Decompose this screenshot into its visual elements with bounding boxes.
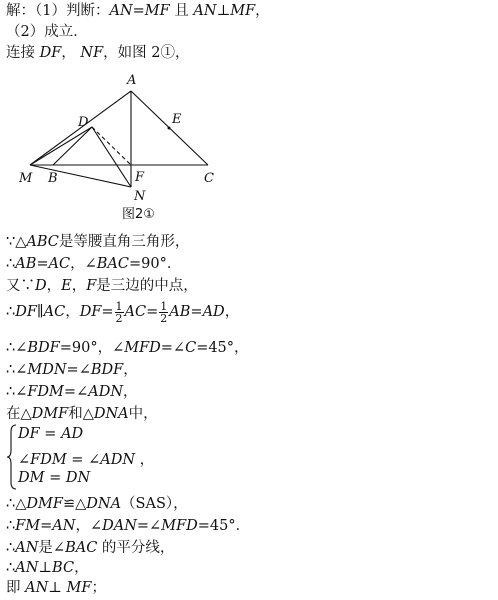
- label-n: N: [134, 189, 146, 204]
- edge-df-dashed: [92, 127, 131, 165]
- part1-prefix: 解：（1）判断：: [6, 3, 110, 19]
- proof-line-7: [6, 382, 138, 402]
- denominator: 2: [115, 311, 123, 325]
- text: ⊥: [38, 560, 53, 576]
- text: =∠: [136, 518, 162, 534]
- math: DN: [65, 470, 91, 486]
- text: ∴: [6, 560, 16, 576]
- math: DF: [18, 426, 40, 442]
- proof-line-5: [6, 338, 249, 358]
- math: DM: [18, 470, 45, 486]
- text: ∴∠: [6, 362, 28, 378]
- math: ABC: [26, 234, 59, 250]
- math: MDN: [27, 362, 67, 378]
- math: FM=AN: [15, 518, 76, 534]
- segment-nf: NF: [80, 45, 104, 61]
- math: BDF: [27, 340, 60, 356]
- text: = ∠: [66, 452, 101, 468]
- math: MFD: [161, 518, 198, 534]
- math: D: [35, 278, 47, 294]
- text: ∴: [6, 256, 16, 272]
- text: =∠: [63, 384, 89, 400]
- text: =90°，∠: [59, 340, 125, 356]
- text: ⊥: [48, 580, 67, 596]
- math: AB=AC: [15, 256, 71, 272]
- text: 是∠: [38, 540, 66, 556]
- fraction-half-2: [159, 301, 168, 324]
- math: BDF: [90, 362, 124, 378]
- proof-line-4: [6, 300, 239, 324]
- math: BAC: [65, 540, 98, 556]
- math: F: [86, 278, 97, 294]
- text: ，: [65, 304, 80, 320]
- proof-line-8: [6, 404, 158, 424]
- geometry-figure: [0, 60, 260, 230]
- text: =: [44, 470, 66, 486]
- proof-line-1: [6, 232, 189, 252]
- text: 和△: [68, 406, 94, 422]
- figure-caption: 图2①: [122, 207, 155, 222]
- math: AB: [169, 304, 191, 320]
- part1-and: 且: [174, 3, 189, 19]
- connect-figure-ref: ，如图 2①，: [103, 45, 190, 61]
- text: ∴: [6, 540, 16, 556]
- system-brace: [6, 424, 18, 490]
- text: =∠: [160, 340, 186, 356]
- edge-db: [53, 127, 92, 165]
- text: ，: [224, 304, 240, 320]
- text: ，: [46, 278, 62, 294]
- system-row-2: [18, 448, 154, 469]
- text: 在△: [6, 406, 32, 422]
- label-a: A: [127, 73, 137, 88]
- proof-line-9: [6, 494, 188, 514]
- fraction-half-1: [115, 301, 124, 324]
- math: E: [61, 278, 72, 294]
- proof-line-2: [6, 254, 181, 274]
- part1-an: AN: [193, 3, 217, 19]
- math: AC: [124, 304, 147, 320]
- math: AN: [15, 560, 39, 576]
- text: =: [146, 304, 159, 320]
- system-row-1: [18, 426, 83, 442]
- math: MF: [66, 580, 92, 596]
- numerator: 1: [160, 299, 168, 313]
- part1-eq1: AN=MF: [109, 3, 170, 19]
- text: =: [190, 304, 203, 320]
- segment-df: DF: [39, 45, 62, 61]
- text: （SAS），: [121, 496, 188, 512]
- proof-line-12: [6, 558, 89, 578]
- text: ∴∠: [6, 384, 28, 400]
- label-m: M: [19, 171, 33, 186]
- text: ，: [123, 362, 138, 378]
- text: 即: [6, 580, 26, 596]
- math: ADN: [100, 452, 136, 468]
- proof-line-13: [6, 578, 106, 598]
- text: ≌△: [62, 496, 87, 512]
- label-e: E: [172, 112, 182, 127]
- math: DF: [79, 304, 102, 320]
- math: ADN: [88, 384, 124, 400]
- proof-line-10: [6, 516, 250, 536]
- math: DMF: [31, 406, 69, 422]
- math: AN: [15, 540, 39, 556]
- label-b: B: [48, 171, 58, 186]
- math: MFD: [124, 340, 161, 356]
- text: 中，: [128, 406, 158, 422]
- connect-sep: ，: [61, 45, 76, 61]
- edge-mn: [30, 165, 131, 187]
- text: ，: [123, 384, 138, 400]
- math: AD: [202, 304, 225, 320]
- text: ∴: [6, 304, 16, 320]
- text: ∥: [36, 304, 44, 320]
- text: ，: [135, 452, 155, 468]
- math: FDM: [30, 452, 67, 468]
- label-c: C: [204, 171, 214, 186]
- math: C: [185, 340, 197, 356]
- math: BAC: [96, 256, 129, 272]
- math: BC: [52, 560, 75, 576]
- part1-mf: MF: [230, 3, 256, 19]
- text: =∠: [66, 362, 91, 378]
- denominator: 2: [160, 311, 168, 325]
- math: DNA: [93, 406, 129, 422]
- text: =: [101, 304, 114, 320]
- text: =45°，: [196, 340, 249, 356]
- text: 又∵: [6, 278, 35, 294]
- text: ；: [91, 580, 106, 596]
- text: =: [39, 426, 62, 442]
- text: ∴∠: [6, 340, 28, 356]
- answer-part2-line: （2）成立．: [6, 24, 88, 40]
- text: ∴△: [6, 496, 27, 512]
- math: DNA: [86, 496, 122, 512]
- text: 是等腰直角三角形，: [58, 234, 190, 250]
- math: FDM: [27, 384, 64, 400]
- math: DF: [15, 304, 37, 320]
- label-f: F: [135, 170, 145, 185]
- edge-dm: [30, 127, 92, 165]
- text: =45°．: [197, 518, 251, 534]
- proof-line-11: [6, 538, 174, 558]
- text: ∴: [6, 518, 16, 534]
- text: ，: [74, 560, 89, 576]
- text: =90°．: [128, 256, 182, 272]
- math: DAN: [102, 518, 137, 534]
- proof-line-3: [6, 276, 198, 296]
- text: 的平分线，: [97, 540, 175, 556]
- system-row-3: [18, 470, 90, 486]
- text: ，∠: [70, 256, 97, 272]
- math: AN: [25, 580, 49, 596]
- proof-line-6: [6, 360, 138, 380]
- text: 是三边的中点，: [96, 278, 198, 294]
- text: ∠: [18, 452, 31, 468]
- math: AD: [61, 426, 84, 442]
- numerator: 1: [115, 299, 123, 313]
- answer-part1-line: [6, 1, 270, 21]
- part1-end: ，: [255, 3, 270, 19]
- text: ，: [71, 278, 87, 294]
- text: ∵△: [6, 234, 27, 250]
- connect-text: 连接: [6, 45, 35, 61]
- part1-perp: ⊥: [216, 3, 231, 19]
- edge-dn: [92, 127, 131, 187]
- label-d: D: [78, 115, 89, 130]
- math: DMF: [26, 496, 63, 512]
- point-e-dot: [168, 127, 171, 130]
- text: ，∠: [75, 518, 103, 534]
- math: AC: [43, 304, 66, 320]
